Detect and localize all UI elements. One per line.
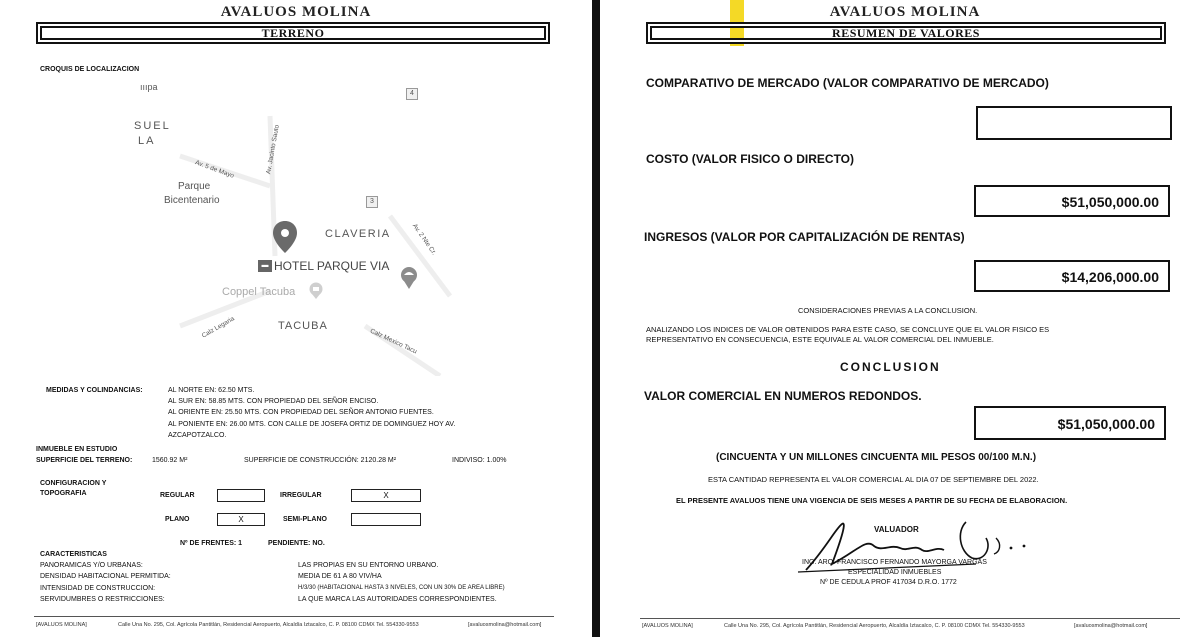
semiplano-label: SEMI-PLANO [283, 516, 327, 523]
map-label-legaria: Calz Legaria [200, 315, 236, 340]
vigencia: EL PRESENTE AVALUOS TIENE UNA VIGENCIA DE SEIS MESES A PARTIR DE SU FECHA DE ELABORACION. [676, 496, 1068, 505]
resumen-page [600, 0, 1200, 637]
costo-value: $51,050,000.00 [974, 185, 1170, 217]
shopping-pin-icon [308, 282, 324, 300]
map-pin-icon [272, 220, 298, 254]
map-label-av-5-mayo: Av. 5 de Mayo [194, 159, 235, 180]
ingresos-value: $14,206,000.00 [974, 260, 1170, 292]
brand-header: AVALUOS MOLINA [829, 4, 981, 20]
valor-comercial-value: $51,050,000.00 [974, 406, 1166, 440]
semiplano-checkbox [351, 513, 421, 526]
map-badge-3: 3 [366, 196, 378, 208]
footer-email: [avaluosmolina@hotmail.com] [1074, 623, 1148, 629]
colindancia-line: AL ORIENTE EN: 25.50 MTS. CON PROPIEDAD DEL SEÑOR ANTONIO FUENTES. [168, 409, 434, 416]
sup-construccion: SUPERFICIE DE CONSTRUCCIÓN: 2120.28 M² [244, 457, 397, 464]
comparativo-label: COMPARATIVO DE MERCADO (VALOR COMPARATIVO DE MERCADO) [646, 76, 1049, 90]
map-label-ipa: ıııpa [140, 82, 158, 92]
footer-rule [34, 616, 554, 617]
footer-email: [avaluosmolina@hotmail.com] [468, 622, 542, 628]
valor-en-letra: (CINCUENTA Y UN MILLONES CINCUENTA MIL PESOS 00/100 M.N.) [716, 452, 1037, 463]
footer-company: [AVALUOS MOLINA] [36, 622, 87, 628]
regular-checkbox [217, 489, 265, 502]
pendiente: PENDIENTE: NO. [268, 540, 325, 547]
sup-terreno-label: SUPERFICIE DEL TERRENO: [36, 457, 133, 464]
consideraciones-title: CONSIDERACIONES PREVIAS A LA CONCLUSION. [798, 306, 978, 315]
footer-rule [640, 618, 1180, 619]
plano-checkbox: X [217, 513, 265, 526]
config-label: CONFIGURACION Y [40, 480, 107, 487]
caracteristicas-title: CARACTERISTICAS [40, 551, 107, 558]
caracteristica-label: INTENSIDAD DE CONSTRUCCION: [40, 585, 156, 592]
map-label-parque: Parque [178, 181, 211, 192]
caracteristica-label: PANORAMICAS Y/O URBANAS: [40, 562, 143, 569]
map-label-claveria: CLAVERIA [325, 228, 391, 240]
regular-label: REGULAR [160, 492, 195, 499]
analisis-line: REPRESENTATIVO EN CONSECUENCIA, ESTE EQUIVALE AL VALOR COMERCIAL DEL INMUEBLE. [646, 335, 994, 344]
hotel-icon: ▬ [258, 260, 272, 272]
colindancia-line: AZCAPOTZALCO. [168, 432, 227, 439]
map-label-la: LA [138, 135, 156, 147]
poi-pin-icon [400, 266, 418, 290]
caracteristica-label: DENSIDAD HABITACIONAL PERMITIDA: [40, 573, 171, 580]
map-label-bicentenario: Bicentenario [164, 195, 220, 206]
location-map [120, 76, 460, 376]
valuador-especialidad: ESPECIALIDAD INMUEBLES [848, 569, 942, 576]
map-title: CROQUIS DE LOCALIZACION [40, 66, 140, 73]
indiviso: INDIVISO: 1.00% [452, 457, 507, 464]
irregular-label: IRREGULAR [280, 492, 322, 499]
valuador-title: VALUADOR [874, 525, 919, 534]
conclusion-title: CONCLUSION [840, 360, 941, 374]
inmueble-label: INMUEBLE EN ESTUDIO [36, 446, 118, 453]
caracteristica-value: LAS PROPIAS EN SU ENTORNO URBANO. [298, 562, 439, 569]
map-badge-4: 4 [406, 88, 418, 100]
caracteristica-value: LA QUE MARCA LAS AUTORIDADES CORRESPONDIENTES. [298, 596, 497, 603]
comparativo-value [976, 106, 1172, 140]
colindancia-line: AL NORTE EN: 62.50 MTS. [168, 387, 255, 394]
ingresos-label: INGRESOS (VALOR POR CAPITALIZACIÓN DE RENTAS) [644, 230, 965, 244]
footer-address: Calle Una No. 295, Col. Agrícola Pantitlán, Residencial Aeropuerto, Alcaldía Iztacalco, C. P. 08100 CDMX Tel. 554330-9553 [724, 623, 1025, 629]
map-label-hotel: HOTEL PARQUE VIA [274, 259, 390, 273]
caracteristica-value: H/3/30 (HABITACIONAL HASTA 3 NIVELES, CON UN 30% DE AREA LIBRE) [298, 585, 505, 591]
caracteristica-value: MEDIA DE 61 A 80 VIV/HA [298, 573, 382, 580]
plano-label: PLANO [165, 516, 190, 523]
map-label-coppel: Coppel Tacuba [222, 286, 296, 298]
valor-representa: ESTA CANTIDAD REPRESENTA EL VALOR COMERCIAL AL DIA 07 DE SEPTIEMBRE DEL 2022. [708, 475, 1039, 484]
topografia-label: TOPOGRAFIA [40, 490, 87, 497]
sup-terreno-value: 1560.92 M² [152, 457, 188, 464]
colindancia-line: AL PONIENTE EN: 26.00 MTS. CON CALLE DE JOSEFA ORTIZ DE DOMINGUEZ HOY AV. [168, 421, 456, 428]
section-title-resumen: RESUMEN DE VALORES [646, 22, 1166, 44]
analisis-line: ANALIZANDO LOS INDICES DE VALOR OBTENIDOS PARA ESTE CASO, SE CONCLUYE QUE EL VALOR FISICO ES [646, 325, 1050, 334]
frentes: Nº DE FRENTES: 1 [180, 540, 243, 547]
irregular-checkbox: X [351, 489, 421, 502]
footer-company: [AVALUOS MOLINA] [642, 623, 693, 629]
colindancia-line: AL SUR EN: 58.85 MTS. CON PROPIEDAD DEL SEÑOR ENCISO. [168, 398, 379, 405]
page-gutter [592, 0, 600, 637]
map-label-jacinto: Av. Jacinto Sauto [265, 124, 281, 175]
medidas-label: MEDIDAS Y COLINDANCIAS: [46, 387, 143, 394]
footer-address: Calle Una No. 295, Col. Agrícola Pantitlán, Residencial Aeropuerto, Alcaldía Iztacalco, C. P. 08100 CDMX Tel. 554330-9553 [118, 622, 419, 628]
map-label-2-nte: Av. 2 Nte Cr. [410, 222, 438, 257]
map-label-suel: SUEL [134, 120, 171, 132]
signature [796, 508, 1036, 578]
valuador-cedula: Nº DE CEDULA PROF 417034 D.R.O. 1772 [820, 579, 957, 586]
section-title-terreno: TERRENO [36, 22, 550, 44]
costo-label: COSTO (VALOR FISICO O DIRECTO) [646, 152, 855, 166]
valuador-name: ING. ARQ. FRANCISCO FERNANDO MAYORGA VARGAS [802, 559, 987, 566]
valor-comercial-label: VALOR COMERCIAL EN NUMEROS REDONDOS. [644, 389, 922, 403]
caracteristica-label: SERVIDUMBRES O RESTRICCIONES: [40, 596, 165, 603]
terreno-page [0, 0, 592, 637]
map-label-tacuba: TACUBA [278, 320, 328, 332]
brand-header: AVALUOS MOLINA [220, 4, 372, 20]
map-label-mexico-tacuba: Calz Mexico Tacu [368, 327, 418, 356]
